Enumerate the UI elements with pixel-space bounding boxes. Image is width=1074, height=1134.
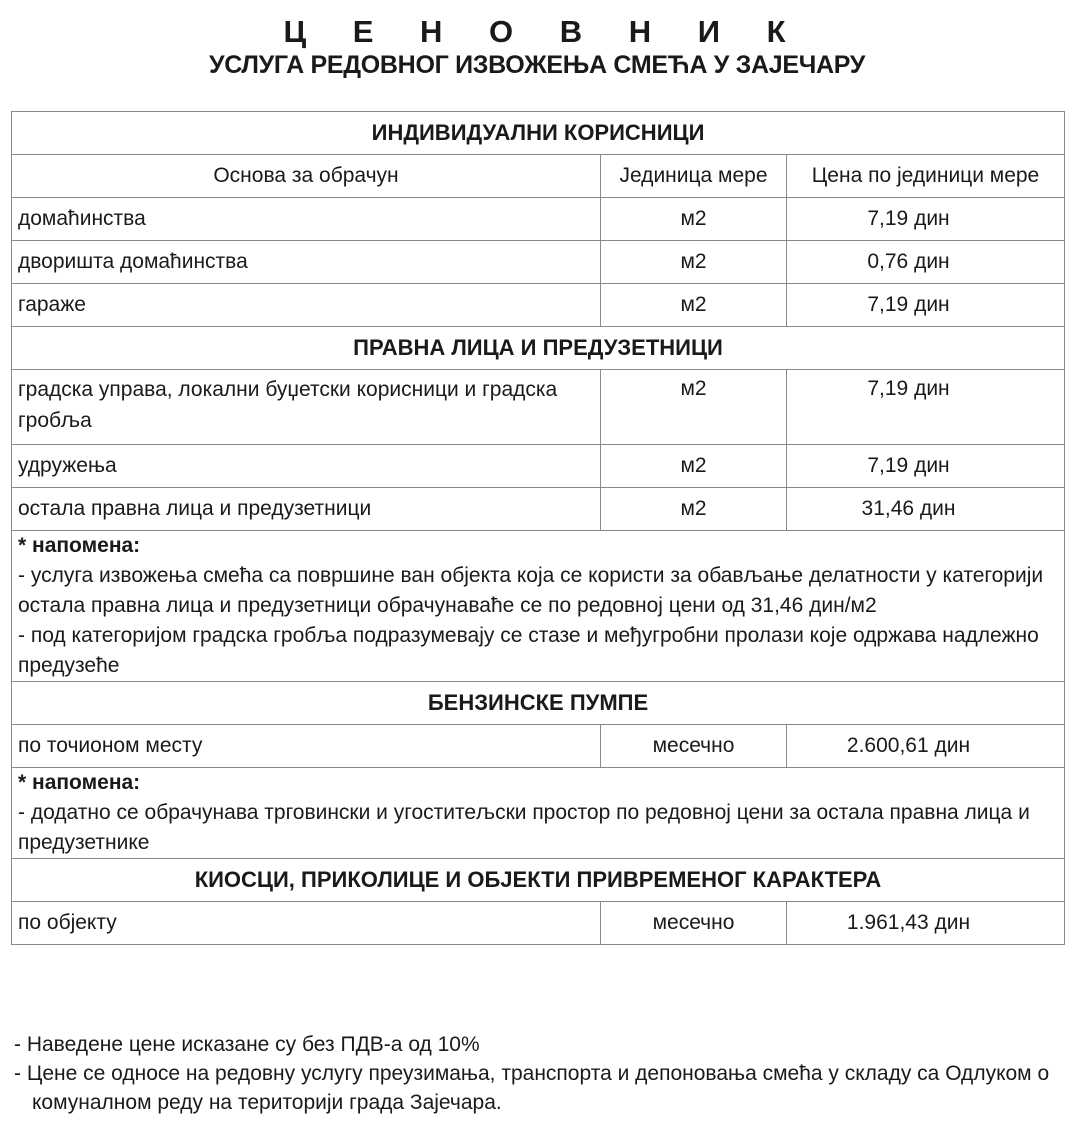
row-unit: м2	[601, 284, 787, 327]
section-header-individual	[12, 112, 1065, 155]
row-name: градска управа, локални буџетски корисници и градска гробља	[12, 370, 601, 445]
document-subtitle: УСЛУГА РЕДОВНОГ ИЗВОЖЕЊА СМЕЋА У ЗАЈЕЧАРУ	[208, 51, 866, 79]
row-price: 7,19 дин	[787, 370, 1065, 445]
row-price: 7,19 дин	[787, 445, 1065, 488]
note-line: - под категоријом градска гробља подразумевају се стазе и међугробни пролази које одржава надлежно предузеће	[18, 624, 1039, 677]
note-line: - додатно се обрачунава трговински и угоститељски простор по редовној цени за остала правна лица и предузетнике	[18, 801, 1030, 854]
footer-note: - Наведене цене исказане су без ПДВ-а од 10%	[14, 1033, 480, 1056]
section-title: КИОСЦИ, ПРИКОЛИЦЕ И ОБЈЕКТИ ПРИВРЕМЕНОГ КАРАКТЕРА	[12, 859, 1065, 902]
document-title: Ц Е Н О В Н И К	[283, 14, 805, 49]
row-name: дворишта домаћинства	[12, 241, 601, 284]
section-title: ИНДИВИДУАЛНИ КОРИСНИЦИ	[12, 112, 1065, 155]
table-row	[12, 902, 1065, 945]
note-title: * напомена:	[18, 771, 141, 794]
row-unit: м2	[601, 241, 787, 284]
row-name: домаћинства	[12, 198, 601, 241]
row-unit: месечно	[601, 902, 787, 945]
section-header-kiosks	[12, 859, 1065, 902]
table-row	[12, 198, 1065, 241]
note-title: * напомена:	[18, 534, 141, 557]
section-title: БЕНЗИНСКЕ ПУМПЕ	[12, 682, 1065, 725]
row-name: по објекту	[12, 902, 601, 945]
row-unit: м2	[601, 370, 787, 445]
row-price: 7,19 дин	[787, 284, 1065, 327]
price-list-table	[11, 111, 1065, 945]
note-cell	[12, 768, 1065, 859]
section-title: ПРАВНА ЛИЦА И ПРЕДУЗЕТНИЦИ	[12, 327, 1065, 370]
note-gas-stations	[12, 768, 1065, 859]
note-legal	[12, 531, 1065, 682]
table-row	[12, 725, 1065, 768]
row-price: 0,76 дин	[787, 241, 1065, 284]
table-row	[12, 445, 1065, 488]
note-line: - услуга извожења смећа са површине ван објекта која се користи за обављање делатности у категорији остала правна лица и предузетници обрачунаваће се по редовној цени од 31,46 дин/м2	[18, 564, 1044, 617]
row-name: по точионом месту	[12, 725, 601, 768]
table-row	[12, 284, 1065, 327]
note-cell	[12, 531, 1065, 682]
table-row	[12, 241, 1065, 284]
row-unit: м2	[601, 198, 787, 241]
table-row	[12, 370, 1065, 445]
row-unit: м2	[601, 488, 787, 531]
row-price: 31,46 дин	[787, 488, 1065, 531]
column-header-price: Цена по јединици мере	[787, 155, 1065, 198]
row-name: гараже	[12, 284, 601, 327]
row-name: остала правна лица и предузетници	[12, 488, 601, 531]
row-name: удружења	[12, 445, 601, 488]
row-unit: месечно	[601, 725, 787, 768]
section-header-gas-stations	[12, 682, 1065, 725]
table-row	[12, 488, 1065, 531]
column-header-basis: Основа за обрачун	[12, 155, 601, 198]
section-header-legal	[12, 327, 1065, 370]
footer-note: - Цене се односе на редовну услугу преузимања, транспорта и депоновања смећа у складу са Одлуком о комуналном реду на територији града Зајечара.	[14, 1062, 1050, 1114]
row-price: 1.961,43 дин	[787, 902, 1065, 945]
row-price: 7,19 дин	[787, 198, 1065, 241]
footer-notes	[14, 1030, 1064, 1117]
row-price: 2.600,61 дин	[787, 725, 1065, 768]
row-unit: м2	[601, 445, 787, 488]
column-header-row	[12, 155, 1065, 198]
column-header-unit: Јединица мере	[601, 155, 787, 198]
